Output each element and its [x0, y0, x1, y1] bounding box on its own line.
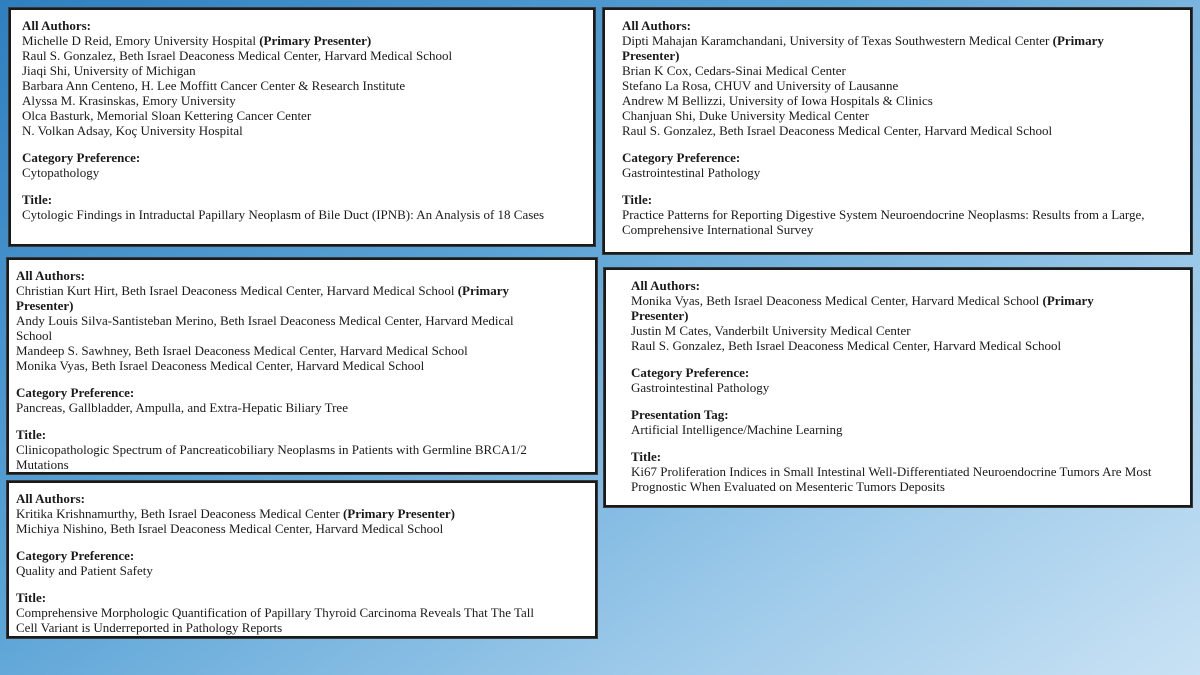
category-value: Cytopathology: [22, 165, 100, 180]
author-line: Alyssa M. Krasinskas, Emory University: [22, 93, 236, 108]
abstract-card-vyas: [604, 268, 1192, 507]
author-name: Christian Kurt Hirt, Beth Israel Deaconess Medical Center, Harvard Medical School: [16, 283, 455, 298]
title-value: Comprehensive International Survey: [622, 222, 814, 237]
primary-presenter-badge: (Primary Presenter): [342, 506, 455, 521]
category-value: Gastrointestinal Pathology: [631, 380, 770, 395]
author-line: Justin M Cates, Vanderbilt University Medical Center: [631, 323, 911, 338]
title-heading: Title:: [22, 192, 53, 207]
author-line: Chanjuan Shi, Duke University Medical Center: [622, 108, 869, 123]
primary-presenter-badge: Presenter): [16, 298, 74, 313]
author-line: [622, 48, 1180, 63]
title-heading: Title:: [16, 590, 47, 605]
author-line: [16, 506, 585, 521]
author-line: Barbara Ann Centeno, H. Lee Moffitt Cancer Center & Research Institute: [22, 78, 406, 93]
author-line: [22, 33, 583, 48]
primary-presenter-badge: (Primary: [1052, 33, 1104, 48]
title-value: Practice Patterns for Reporting Digestive System Neuroendocrine Neoplasms: Results from a Large,: [622, 207, 1145, 222]
title-value: Cytologic Findings in Intraductal Papillary Neoplasm of Bile Duct (IPNB): An Analysis of 18 Cases: [22, 207, 545, 222]
title-value: Comprehensive Morphologic Quantification of Papillary Thyroid Carcinoma Reveals That The Tall: [16, 605, 535, 620]
category-heading: Category Preference:: [622, 150, 741, 165]
author-line: [16, 298, 585, 313]
tag-value: Artificial Intelligence/Machine Learning: [631, 422, 843, 437]
title-heading: Title:: [631, 449, 662, 464]
authors-heading: All Authors:: [22, 18, 91, 33]
primary-presenter-badge: (Primary Presenter): [259, 33, 372, 48]
title-value: Prognostic When Evaluated on Mesenteric Tumors Deposits: [631, 479, 945, 494]
title-value: Mutations: [16, 457, 69, 472]
author-line: Jiaqi Shi, University of Michigan: [22, 63, 196, 78]
abstract-card-reid: [9, 8, 595, 246]
category-value: Pancreas, Gallbladder, Ampulla, and Extra-Hepatic Biliary Tree: [16, 400, 348, 415]
authors-heading: All Authors:: [622, 18, 691, 33]
author-line: Raul S. Gonzalez, Beth Israel Deaconess Medical Center, Harvard Medical School: [622, 123, 1053, 138]
author-name: Michelle D Reid, Emory University Hospital: [22, 33, 256, 48]
category-heading: Category Preference:: [22, 150, 141, 165]
category-heading: Category Preference:: [631, 365, 750, 380]
author-line: School: [16, 328, 53, 343]
category-heading: Category Preference:: [16, 548, 135, 563]
author-line: Stefano La Rosa, CHUV and University of Lausanne: [622, 78, 899, 93]
author-name: Kritika Krishnamurthy, Beth Israel Deaconess Medical Center: [16, 506, 340, 521]
title-value: Clinicopathologic Spectrum of Pancreaticobiliary Neoplasms in Patients with Germline BRCA1/2: [16, 442, 527, 457]
authors-heading: All Authors:: [631, 278, 700, 293]
category-value: Quality and Patient Safety: [16, 563, 153, 578]
author-line: [16, 283, 585, 298]
tag-heading: Presentation Tag:: [631, 407, 729, 422]
author-line: Raul S. Gonzalez, Beth Israel Deaconess Medical Center, Harvard Medical School: [631, 338, 1062, 353]
primary-presenter-badge: (Primary: [1042, 293, 1094, 308]
title-heading: Title:: [16, 427, 47, 442]
title-heading: Title:: [622, 192, 653, 207]
authors-heading: All Authors:: [16, 268, 85, 283]
author-line: [631, 293, 1180, 308]
title-value: Cell Variant is Underreported in Pathology Reports: [16, 620, 283, 635]
title-value: Ki67 Proliferation Indices in Small Intestinal Well-Differentiated Neuroendocrine Tumors Are Most: [631, 464, 1152, 479]
primary-presenter-badge: Presenter): [622, 48, 680, 63]
author-line: Andy Louis Silva-Santisteban Merino, Beth Israel Deaconess Medical Center, Harvard Medical: [16, 313, 514, 328]
author-line: N. Volkan Adsay, Koç University Hospital: [22, 123, 243, 138]
author-name: Monika Vyas, Beth Israel Deaconess Medical Center, Harvard Medical School: [631, 293, 1040, 308]
author-line: Olca Basturk, Memorial Sloan Kettering Cancer Center: [22, 108, 312, 123]
category-value: Gastrointestinal Pathology: [622, 165, 761, 180]
author-line: Brian K Cox, Cedars-Sinai Medical Center: [622, 63, 846, 78]
author-line: Michiya Nishino, Beth Israel Deaconess Medical Center, Harvard Medical School: [16, 521, 444, 536]
author-line: Raul S. Gonzalez, Beth Israel Deaconess Medical Center, Harvard Medical School: [22, 48, 453, 63]
abstract-card-karamchandani: [603, 8, 1192, 254]
primary-presenter-badge: Presenter): [631, 308, 689, 323]
abstract-card-krishnamurthy: [7, 481, 597, 638]
author-name: Dipti Mahajan Karamchandani, University of Texas Southwestern Medical Center: [622, 33, 1050, 48]
authors-heading: All Authors:: [16, 491, 85, 506]
primary-presenter-badge: (Primary: [457, 283, 509, 298]
author-line: [631, 308, 1180, 323]
abstract-card-hirt: [7, 258, 597, 474]
author-line: [622, 33, 1180, 48]
category-heading: Category Preference:: [16, 385, 135, 400]
author-line: Andrew M Bellizzi, University of Iowa Hospitals & Clinics: [622, 93, 933, 108]
author-line: Mandeep S. Sawhney, Beth Israel Deaconess Medical Center, Harvard Medical School: [16, 343, 468, 358]
author-line: Monika Vyas, Beth Israel Deaconess Medical Center, Harvard Medical School: [16, 358, 425, 373]
